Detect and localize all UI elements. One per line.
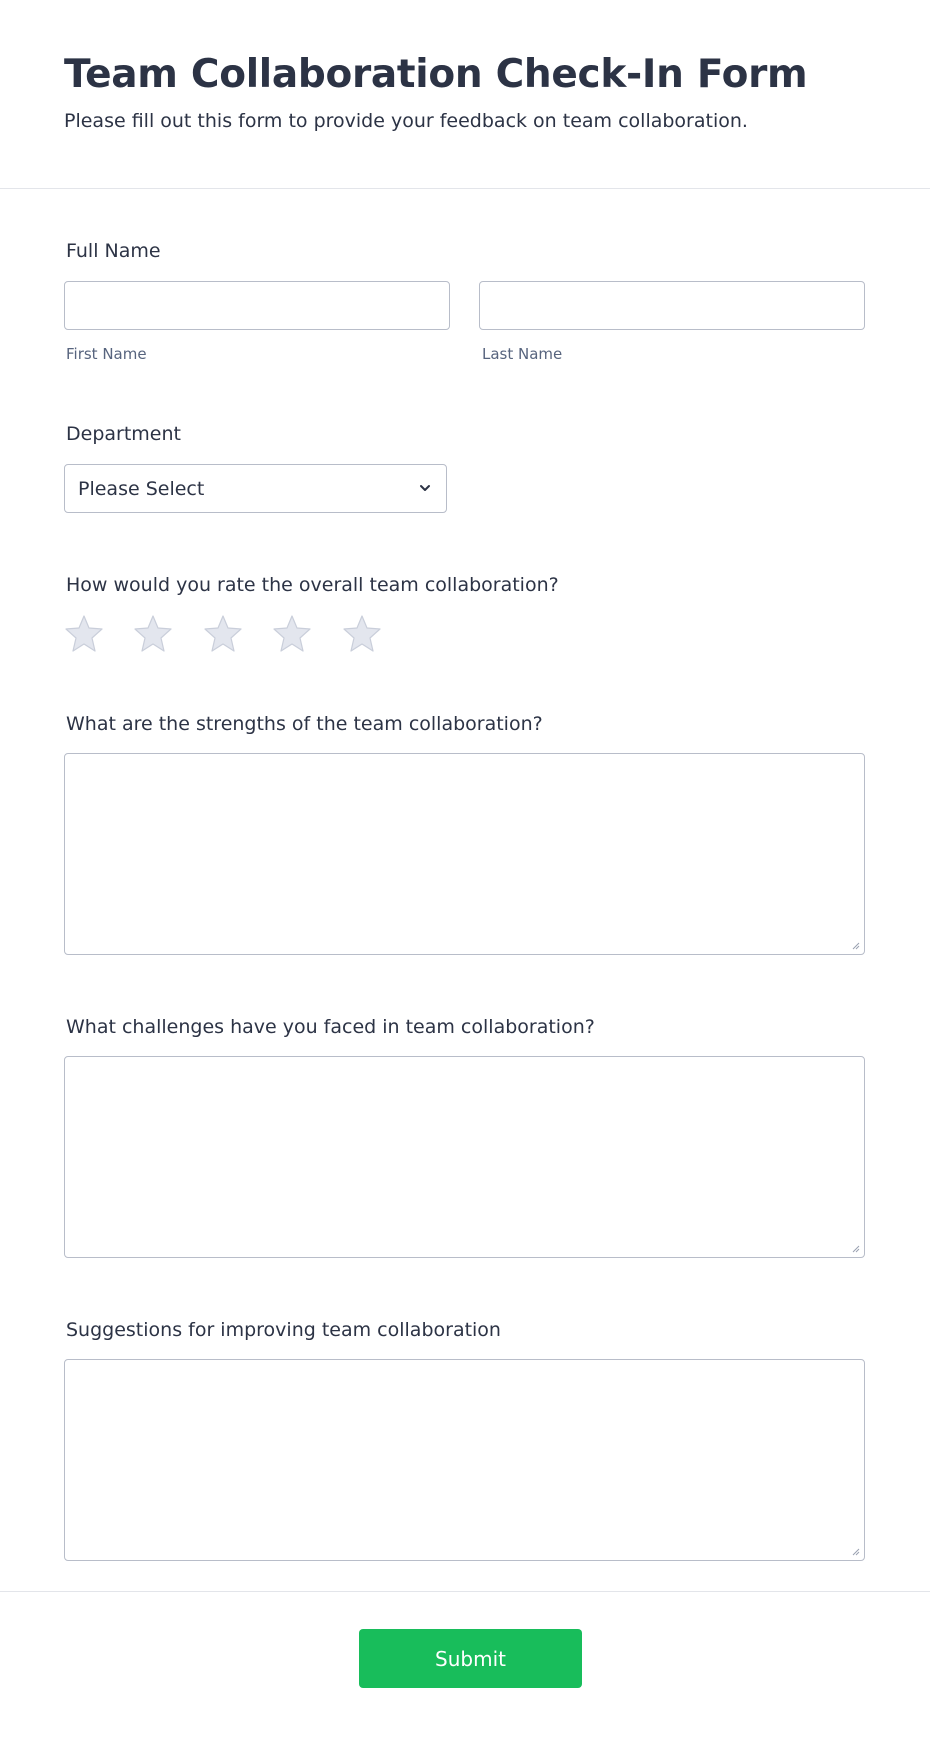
rating-label: How would you rate the overall team collaboration? bbox=[66, 574, 559, 596]
suggestions-label: Suggestions for improving team collaboration bbox=[66, 1319, 501, 1341]
resize-grip-icon[interactable] bbox=[850, 1243, 860, 1253]
first-name-input[interactable] bbox=[64, 281, 450, 330]
strengths-textarea[interactable] bbox=[64, 753, 865, 955]
star-icon-2[interactable] bbox=[133, 614, 173, 654]
form-title: Team Collaboration Check-In Form bbox=[64, 52, 808, 97]
department-select[interactable] bbox=[64, 464, 447, 513]
full-name-label: Full Name bbox=[66, 240, 161, 262]
star-icon-3[interactable] bbox=[203, 614, 243, 654]
star-icon-5[interactable] bbox=[342, 614, 382, 654]
form-footer bbox=[0, 1591, 930, 1738]
suggestions-textarea[interactable] bbox=[64, 1359, 865, 1561]
department-label: Department bbox=[66, 423, 181, 445]
star-icon-1[interactable] bbox=[64, 614, 104, 654]
challenges-label: What challenges have you faced in team collaboration? bbox=[66, 1016, 595, 1038]
challenges-textarea[interactable] bbox=[64, 1056, 865, 1258]
form-header bbox=[0, 0, 930, 189]
star-icon-4[interactable] bbox=[272, 614, 312, 654]
department-selected-value: Please Select bbox=[78, 478, 205, 500]
strengths-label: What are the strengths of the team collaboration? bbox=[66, 713, 543, 735]
form-subtitle: Please fill out this form to provide your feedback on team collaboration. bbox=[64, 110, 748, 132]
last-name-sublabel: Last Name bbox=[482, 345, 563, 363]
first-name-sublabel: First Name bbox=[66, 345, 147, 363]
chevron-down-icon bbox=[418, 481, 432, 495]
submit-button[interactable]: Submit bbox=[359, 1629, 582, 1688]
last-name-input[interactable] bbox=[479, 281, 865, 330]
star-rating bbox=[64, 614, 404, 654]
resize-grip-icon[interactable] bbox=[850, 1546, 860, 1556]
resize-grip-icon[interactable] bbox=[850, 940, 860, 950]
